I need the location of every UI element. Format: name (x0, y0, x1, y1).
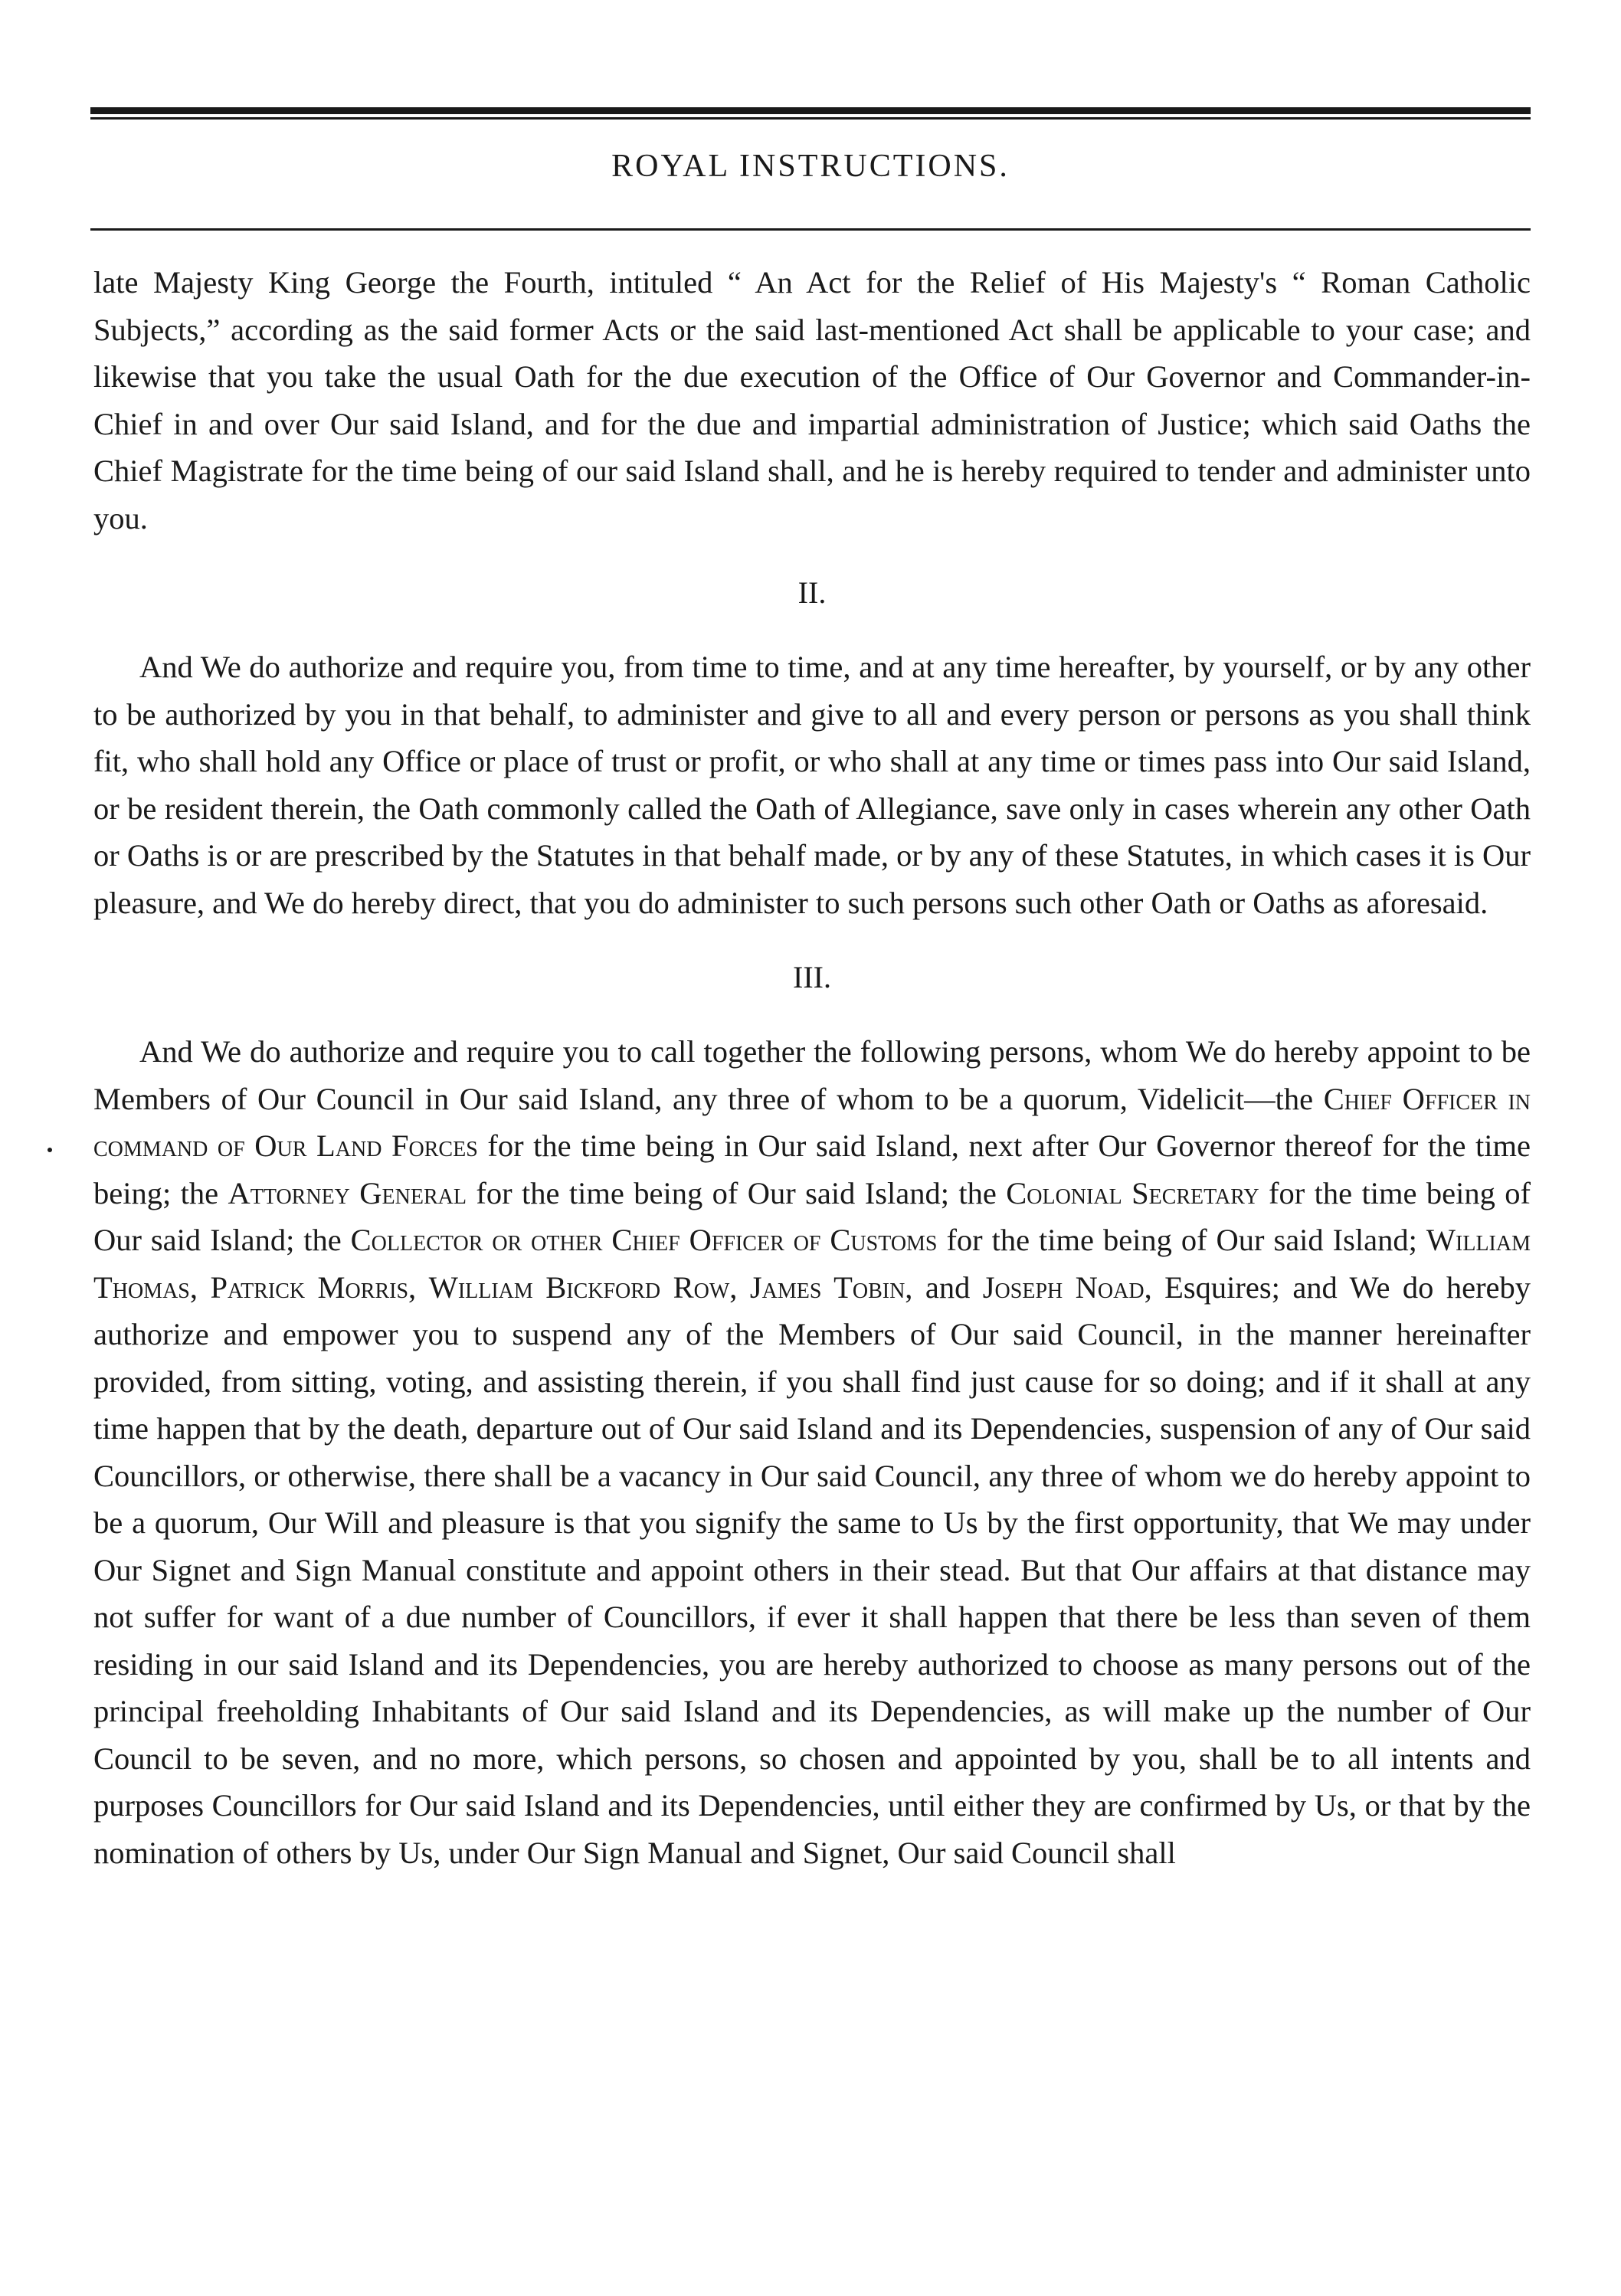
section-number-2: II. (797, 575, 827, 610)
councillor-name: Patrick Morris (210, 1269, 409, 1305)
office-chief-officer: Chief Officer in command of Our Land Forces (93, 1081, 1531, 1163)
header-rule (90, 228, 1531, 231)
page-body (93, 259, 1531, 1876)
section-3-text: , and (905, 1269, 983, 1305)
header-double-rule (90, 107, 1531, 120)
section-3-text: , (729, 1269, 750, 1305)
running-title: ROYAL INSTRUCTIONS. (611, 149, 1010, 184)
section-3-paragraph (93, 1028, 1531, 1876)
councillor-name: William Bickford Row (428, 1269, 730, 1305)
office-colonial-secretary: Colonial Secretary (1006, 1175, 1259, 1210)
councillor-name: William Thomas (93, 1223, 1531, 1305)
office-collector-of-customs: Collector or other Chief Officer of Customs (350, 1223, 938, 1257)
section-number-3: III. (793, 960, 831, 994)
print-speck (47, 1148, 52, 1152)
section-3-text: And We do authorize and require you to call together the following persons, whom We do hereby appoint to be Members of Our Council in Our said Island, any three of whom to be a quorum, Videlicit—the (93, 1034, 1531, 1116)
intro-paragraph: late Majesty King George the Fourth, intituled “ An Act for the Relief of His Majesty's “ Roman Catholic Subjects,” according as the said former Acts or the said last-mentioned Act shall be applicable to your case; and likewise that you take the usual Oath for the due execution of the Office of Our Governor and Commander-in-Chief in and over Our said Island, and for the due and impartial administration of Justice; which said Oaths the Chief Magistrate for the time being of our said Island shall, and he is hereby required to tender and administer unto you. (93, 265, 1531, 536)
office-attorney-general: Attorney General (228, 1175, 467, 1210)
section-3-text: for the time being in Our said Island, next after Our Governor thereof for the time being; the (93, 1128, 1531, 1210)
councillor-name: James Tobin (749, 1269, 905, 1305)
section-3-text: , (408, 1269, 429, 1305)
section-2-paragraph: And We do authorize and require you, from time to time, and at any time hereafter, by yourself, or by any other to be authorized by you in that behalf, to administer and give to all and every person or persons as you shall think fit, who shall hold any Office or place of trust or profit, or who shall at any time or times pass into Our said Island, or be resident therein, the Oath commonly called the Oath of Allegiance, save only in cases wherein any other Oath or Oaths is or are prescribed by the Statutes in that behalf made, or by any of these Statutes, in which cases it is Our pleasure, and We do hereby direct, that you do administer to such persons such other Oath or Oaths as aforesaid. (93, 650, 1531, 920)
section-3-text: for the time being of Our said Island; the (466, 1175, 1007, 1210)
section-3-text: for the time being of Our said Island; (937, 1223, 1426, 1257)
section-3-text: , Esquires; and We do hereby authorize and empower you to suspend any of the Members of Our said Council, in the manner hereinafter provided, from sitting, voting, and assisting therein, if you shall find just cause for so doing; and if it shall at any time happen that by the death, departure out of Our said Island and its Dependencies, suspension of any of Our said Councillors, or otherwise, there shall be a vacancy in Our said Council, any three of whom we do hereby appoint to be a quorum, Our Will and pleasure is that you signify the same to Us by the first opportunity, that We may under Our Signet and Sign Manual constitute and appoint others in their stead. But that Our affairs at that distance may not suffer for want of a due number of Councillors, if ever it shall happen that there be less than seven of them residing in our said Island and its Dependencies, you are hereby authorized to choose as many persons out of the principal freeholding Inhabitants of Our said Island and its Dependencies, as will make up the number of Our Council to be seven, and no more, which persons, so chosen and appointed by you, shall be to all intents and purposes Councillors for Our said Island and its Dependencies, until either they are confirmed by Us, or that by the nomination of others by Us, under Our Sign Manual and Signet, Our said Council shall (93, 1269, 1531, 1870)
section-3-text: for the time being of Our said Island; the (93, 1175, 1531, 1257)
councillor-name: Joseph Noad (982, 1269, 1145, 1305)
section-3-text: , (189, 1269, 211, 1305)
